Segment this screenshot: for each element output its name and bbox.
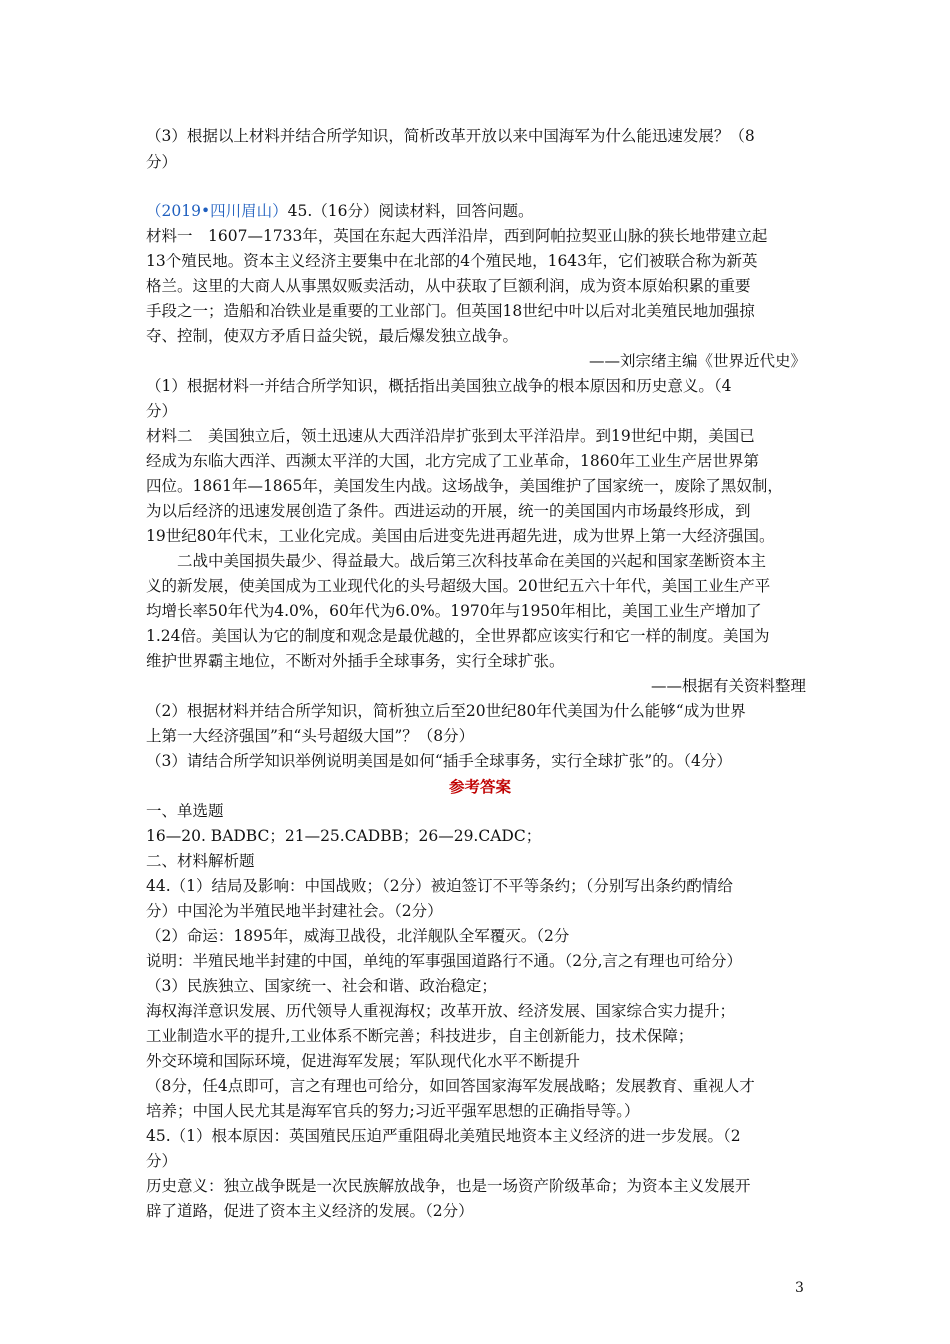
question-45-header: 45.（16分）阅读材料，回答问题。 xyxy=(287,202,534,220)
answer-line: 说明：半殖民地半封建的中国，单纯的军事强国道路行不通。（2分,言之有理也可给分） xyxy=(146,952,743,970)
answer-line: 工业制造水平的提升,工业体系不断完善；科技进步，自主创新能力，技术保障； xyxy=(146,1027,694,1045)
answer-line: （3）民族独立、国家统一、社会和谐、政治稳定； xyxy=(146,977,497,995)
answer-line: 历史意义：独立战争既是一次民族解放战争，也是一场资产阶级革命；为资本主义发展开 xyxy=(146,1177,751,1195)
material-2-line: 经成为东临大西洋、西濒太平洋的大国，北方完成了工业革命，1860年工业生产居世界第 xyxy=(146,452,759,470)
question-3-prev-line2: 分） xyxy=(146,153,178,171)
answer-line: 45.（1）根本原因：英国殖民压迫严重阻碍北美殖民地资本主义经济的进一步发展。（2 xyxy=(146,1127,741,1145)
material-2-para2-line: 维护世界霸主地位，不断对外插手全球事务，实行全球扩张。 xyxy=(146,652,565,670)
material-1-line: 手段之一；造船和冶铁业是重要的工业部门。但英国18世纪中叶以后对北美殖民地加强掠 xyxy=(146,302,755,320)
answer-line: 一、单选题 xyxy=(146,802,224,820)
material-2-para2-line: 1.24倍。美国认为它的制度和观念是最优越的，全世界都应该实行和它一样的制度。美国为 xyxy=(146,627,770,645)
answer-line: （8分，任4点即可，言之有理也可给分，如回答国家海军发展战略；发展教育、重视人才 xyxy=(146,1077,755,1095)
question-45-2-line: 上第一大经济强国”和“头号超级大国”？（8分） xyxy=(146,727,475,745)
material-1-line: 格兰。这里的大商人从事黑奴贩卖活动，从中获取了巨额利润，成为资本原始积累的重要 xyxy=(146,277,751,295)
answer-key-title: 参考答案 xyxy=(448,777,511,796)
question-45-source: （2019•四川眉山） xyxy=(146,202,288,220)
answer-line: 16—20. BADBC；21—25.CADBB；26—29.CADC； xyxy=(146,827,542,845)
answer-line: （2）命运：1895年，威海卫战役，北洋舰队全军覆灭。（2分 xyxy=(146,927,570,945)
answer-line: 44.（1）结局及影响：中国战败；（2分）被迫签订不平等条约；（分别写出条约酌情给 xyxy=(146,877,733,895)
page-number: 3 xyxy=(795,1280,804,1296)
material-2-source: ——根据有关资料整理 xyxy=(650,677,806,695)
answer-line: 二、材料解析题 xyxy=(146,852,255,870)
material-1-line: 13个殖民地。资本主义经济主要集中在北部的4个殖民地，1643年，它们被联合称为新英 xyxy=(146,252,758,270)
material-2-line: 19世纪80年代末，工业化完成。美国由后进变先进再超先进，成为世界上第一大经济强国。 xyxy=(146,527,775,545)
material-2-para2-first-line: 二战中美国损失最少、得益最大。战后第三次科技革命在美国的兴起和国家垄断资本主 xyxy=(177,552,767,570)
answer-line: 海权海洋意识发展、历代领导人重视海权；改革开放、经济发展、国家综合实力提升； xyxy=(146,1002,736,1020)
material-1-line: 夺、控制，使双方矛盾日益尖锐，最后爆发独立战争。 xyxy=(146,327,519,345)
answer-line: 分）中国沦为半殖民地半封建社会。（2分） xyxy=(146,902,443,920)
question-45-1-line: 分） xyxy=(146,402,178,420)
answer-line: 辟了道路，促进了资本主义经济的发展。（2分） xyxy=(146,1202,474,1220)
material-2-line: 材料二 美国独立后，领土迅速从大西洋沿岸扩张到太平洋沿岸。到19世纪中期，美国已 xyxy=(146,427,755,445)
question-45-3: （3）请结合所学知识举例说明美国是如何“插手全球事务，实行全球扩张”的。（4分） xyxy=(146,752,732,770)
answer-line: 分） xyxy=(146,1152,178,1170)
material-2-para2-line: 义的新发展，使美国成为工业现代化的头号超级大国。20世纪五六十年代，美国工业生产平 xyxy=(146,577,771,595)
material-1-source: ——刘宗绪主编《世界近代史》 xyxy=(588,352,806,370)
question-45-1-line: （1）根据材料一并结合所学知识，概括指出美国独立战争的根本原因和历史意义。（4 xyxy=(146,377,732,395)
question-45-2-line: （2）根据材料并结合所学知识，简析独立后至20世纪80年代美国为什么能够“成为世界 xyxy=(146,702,746,720)
answer-line: 外交环境和国际环境，促进海军发展；军队现代化水平不断提升 xyxy=(146,1052,581,1070)
material-2-line: 为以后经济的迅速发展创造了条件。西进运动的开展，统一的美国国内市场最终形成，到 xyxy=(146,502,751,520)
answer-line: 培养；中国人民尤其是海军官兵的努力;习近平强军思想的正确指导等。） xyxy=(146,1102,640,1120)
material-2-para2-line: 均增长率50年代为4.0%，60年代为6.0%。1970年与1950年相比，美国工业生产增加了 xyxy=(146,602,762,620)
question-3-prev-line1: （3）根据以上材料并结合所学知识，简析改革开放以来中国海军为什么能迅速发展？（8 xyxy=(146,127,755,145)
material-1-line: 材料一 1607—1733年，英国在东起大西洋沿岸，西到阿帕拉契亚山脉的狭长地带建立起 xyxy=(146,227,768,245)
question-45-header-line xyxy=(146,199,814,224)
material-2-line: 四位。1861年—1865年，美国发生内战。这场战争，美国维护了国家统一，废除了黑奴制， xyxy=(146,477,783,495)
